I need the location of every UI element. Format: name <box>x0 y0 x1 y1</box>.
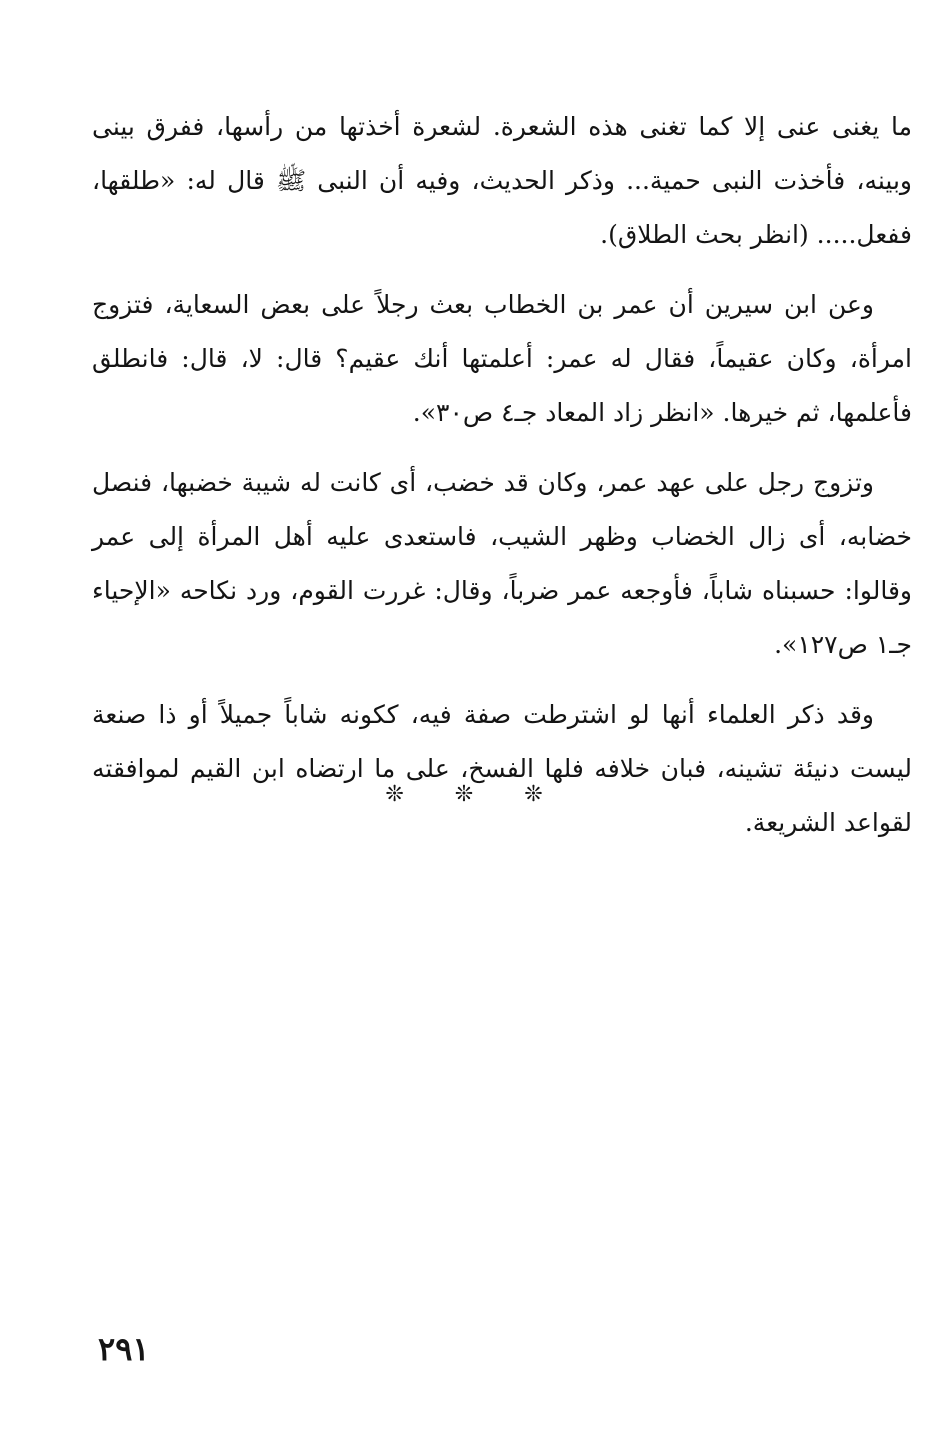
section-separator <box>0 782 928 807</box>
asterism-star-icon: ❊ <box>454 782 474 807</box>
asterism-star-icon: ❊ <box>524 782 543 807</box>
asterism-star-icon: ❊ <box>385 782 404 807</box>
paragraph-1: ما يغنى عنى إلا كما تغنى هذه الشعرة. لشعرة أخذتها من رأسها، ففرق بينى وبينه، فأخذت النبى حمية... وذكر الحديث، وفيه أن النبى ﷺ قال له: «طلقها، ففعل..... (انظر بحث الطلاق). <box>92 112 912 249</box>
body-text <box>92 100 912 866</box>
paragraph-2: وعن ابن سيرين أن عمر بن الخطاب بعث رجلاً على بعض السعاية، فتزوج امرأة، وكان عقيماً، فقال له عمر: أعلمتها أنك عقيم؟ قال: لا، قال: فانطلق فأعلمها، ثم خيرها. «انظر زاد المعاد جـ٤ ص٣٠». <box>92 290 912 427</box>
paragraph-4: وقد ذكر العلماء أنها لو اشترطت صفة فيه، ككونه شاباً جميلاً أو ذا صنعة ليست دنيئة تشينه، فبان خلافه فلها الفسخ، على ما ارتضاه ابن القيم لموافقته لقواعد الشريعة. <box>92 700 912 837</box>
paragraph-3: وتزوج رجل على عهد عمر، وكان قد خضب، أى كانت له شيبة خضبها، فنصل خضابه، أى زال الخضاب وظهر الشيب، فاستعدى عليه أهل المرأة إلى عمر وقالوا: حسبناه شاباً، فأوجعه عمر ضرباً، وقال: غررت القوم، ورد نكاحه «الإحياء جـ١ ص١٢٧». <box>92 468 912 659</box>
page-number: ٢٩١ <box>98 1330 150 1368</box>
